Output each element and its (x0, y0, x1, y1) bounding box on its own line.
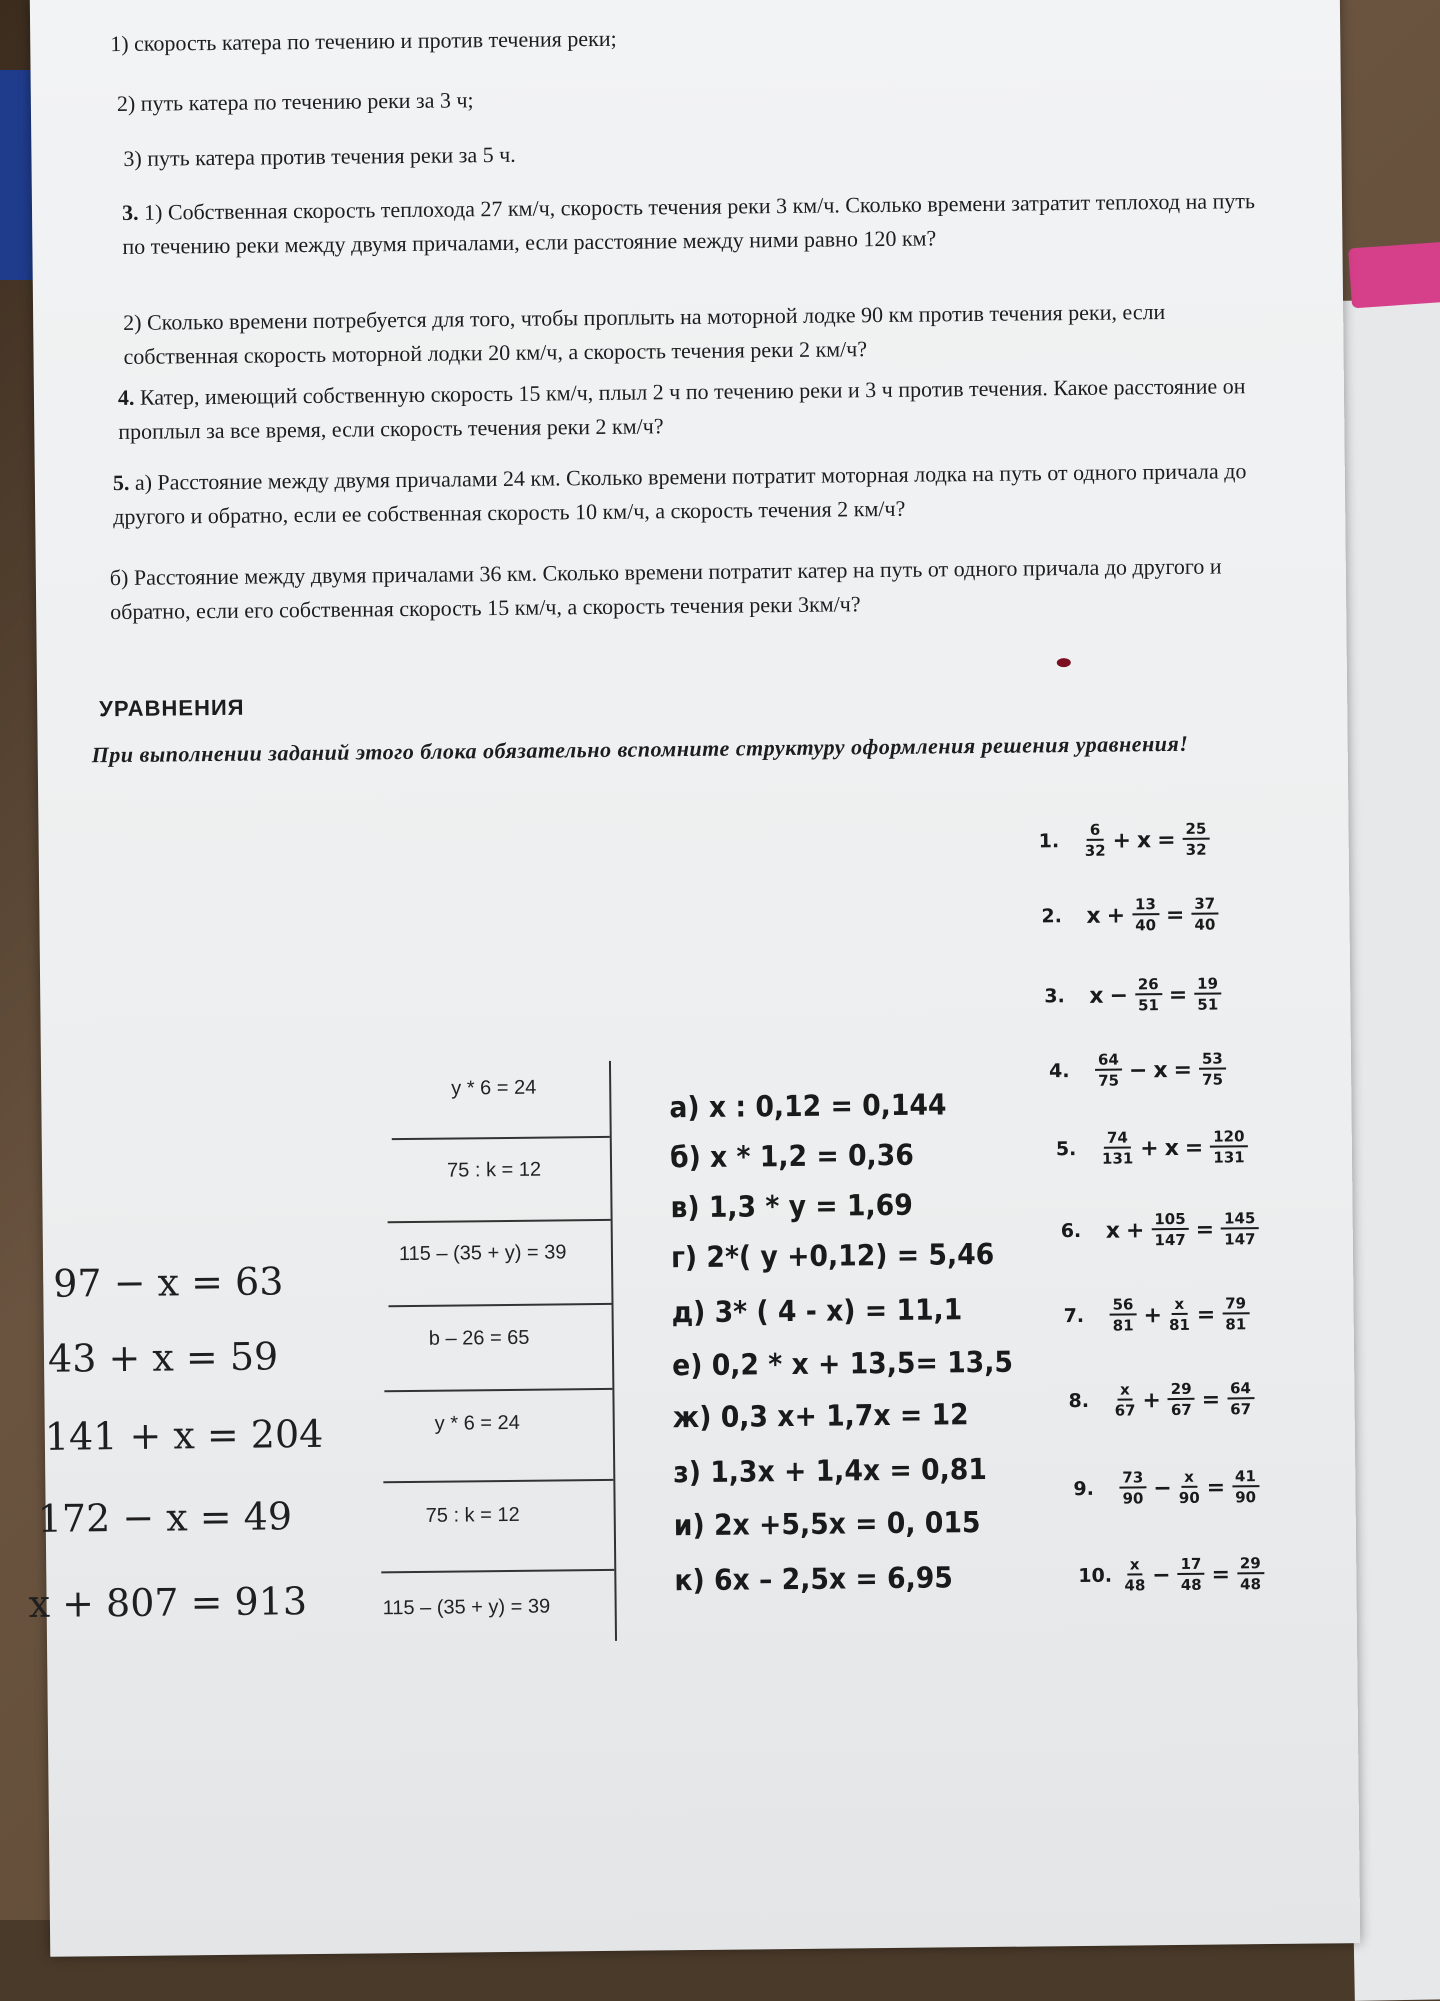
fraction (1135, 975, 1162, 1015)
decimal-equation: г) 2*( y +0,12) = 5,46 (670, 1236, 995, 1275)
fraction-equation (1056, 1127, 1252, 1169)
problem-4 (118, 369, 1269, 449)
fraction (1237, 1554, 1264, 1594)
fraction-equation (1073, 1467, 1263, 1509)
fraction (1210, 1127, 1248, 1167)
fraction-numerator: 26 (1135, 975, 1162, 995)
fraction-equation (1049, 1049, 1230, 1091)
fraction (1199, 1049, 1226, 1089)
fraction-numerator: x (1171, 1295, 1187, 1315)
fraction (1227, 1379, 1254, 1419)
fraction-numerator: 56 (1109, 1295, 1136, 1315)
operator: + (1142, 1387, 1161, 1413)
fraction (1132, 895, 1159, 935)
fraction-numerator: 145 (1221, 1209, 1259, 1229)
fraction-numerator: 120 (1210, 1127, 1248, 1147)
fraction-equation (1063, 1294, 1253, 1336)
equation-number: 7. (1063, 1304, 1085, 1328)
problem-3-number: 3. (121, 199, 139, 225)
equals-sign: = (1184, 1135, 1204, 1161)
fraction-numerator: 17 (1177, 1555, 1204, 1575)
variable: x (1086, 903, 1101, 929)
table-row-divider (384, 1388, 612, 1392)
table-equation: y * 6 = 24 (434, 1411, 520, 1435)
fraction-numerator: 79 (1222, 1294, 1249, 1314)
table-row-divider (388, 1303, 611, 1307)
fraction-denominator: 81 (1225, 1315, 1247, 1334)
fraction-equation (1078, 1554, 1268, 1596)
fraction-denominator: 75 (1098, 1071, 1120, 1090)
fraction (1169, 1295, 1190, 1335)
operator: + (1140, 1135, 1159, 1161)
fraction (1179, 1468, 1200, 1508)
fraction-denominator: 90 (1122, 1489, 1144, 1508)
operator: + (1143, 1302, 1163, 1328)
equation-number: 5. (1055, 1138, 1077, 1161)
problem-3-part-1 (122, 184, 1273, 264)
decimal-equation: а) x : 0,12 = 0,144 (669, 1087, 947, 1125)
variable: x (1105, 1218, 1121, 1244)
fraction (1232, 1467, 1259, 1507)
equation-number: 1. (1038, 830, 1060, 853)
fraction (1177, 1555, 1204, 1595)
big-equation: 172 − x = 49 (37, 1494, 293, 1541)
fraction-denominator: 75 (1202, 1070, 1224, 1089)
section-note: При выполнении заданий этого блока обязательно вспомните структуру оформления решения уравнения! (91, 730, 1189, 768)
table-row-divider (388, 1219, 611, 1223)
fraction-numerator: 105 (1151, 1210, 1189, 1230)
equals-sign: = (1211, 1561, 1231, 1588)
fraction-denominator: 67 (1230, 1400, 1252, 1419)
fraction-numerator: 29 (1168, 1380, 1195, 1400)
fraction-denominator: 90 (1178, 1488, 1200, 1507)
problem-4-number: 4. (117, 384, 135, 411)
problem-2-item-3: 3) путь катера против течения реки за 5 ч. (123, 141, 516, 171)
problem-3-part-1-text: 1) Собственная скорость теплохода 27 км/ч, скорость течения реки 3 км/ч. Сколько времени затратит теплоход на путь по течению реки между двумя причалами, если расстояние между ними равно 120 км? (122, 188, 1256, 259)
fraction-numerator: 6 (1087, 821, 1104, 841)
fraction-numerator: 53 (1199, 1049, 1226, 1069)
equation-number: 10. (1078, 1564, 1113, 1588)
fraction-denominator: 67 (1114, 1401, 1136, 1420)
fraction (1109, 1295, 1136, 1335)
decimal-equation: и) 2x +5,5x = 0, 015 (673, 1505, 981, 1543)
variable: x (1136, 827, 1152, 853)
equals-sign: = (1165, 902, 1185, 928)
table-row-divider (383, 1479, 613, 1483)
fraction (1119, 1468, 1146, 1508)
variable: x (1164, 1135, 1179, 1161)
fraction (1182, 820, 1209, 860)
section-title: УРАВНЕНИЯ (99, 694, 245, 722)
fraction-denominator: 81 (1168, 1315, 1191, 1335)
equation-number: 2. (1041, 905, 1063, 928)
fraction-numerator: 64 (1227, 1379, 1254, 1399)
fraction-numerator: 41 (1232, 1467, 1259, 1487)
variable: x (1153, 1057, 1168, 1083)
operator: + (1106, 902, 1126, 929)
worksheet-page (30, 0, 1360, 1957)
fraction-numerator: 74 (1104, 1128, 1131, 1148)
fraction-denominator: 51 (1137, 996, 1160, 1015)
fraction-equation (1044, 974, 1225, 1016)
fraction-denominator: 90 (1235, 1488, 1257, 1507)
fraction-denominator: 32 (1185, 840, 1207, 859)
fraction (1114, 1380, 1135, 1420)
variable: x (1089, 983, 1104, 1009)
equals-sign: = (1196, 1302, 1216, 1328)
fraction-denominator: 40 (1194, 915, 1216, 934)
table-row-divider (381, 1569, 614, 1573)
operator: + (1125, 1217, 1145, 1244)
fraction-denominator: 81 (1112, 1316, 1134, 1335)
big-equation: 97 − x = 63 (53, 1259, 284, 1306)
fraction-numerator: x (1181, 1468, 1197, 1488)
fraction-denominator: 40 (1135, 916, 1157, 935)
fraction-equation (1041, 894, 1222, 936)
fraction (1102, 1128, 1134, 1168)
red-ink-spot (1057, 658, 1071, 667)
fraction (1124, 1555, 1145, 1595)
fraction (1221, 1209, 1259, 1249)
equals-sign: = (1173, 1057, 1193, 1083)
decimal-equation: з) 1,3x + 1,4x = 0,81 (673, 1451, 988, 1490)
equation-number: 4. (1048, 1060, 1070, 1083)
equals-sign: = (1195, 1217, 1215, 1243)
table-right-border (609, 1061, 617, 1641)
fraction (1191, 895, 1218, 935)
fraction-equation (1061, 1209, 1263, 1251)
decimal-equation: б) x * 1,2 = 0,36 (669, 1137, 914, 1175)
fraction-denominator: 147 (1224, 1230, 1256, 1249)
decimal-equation: е) 0,2 * x + 13,5= 13,5 (671, 1344, 1014, 1383)
equation-number: 8. (1068, 1389, 1090, 1413)
equation-number: 6. (1060, 1219, 1082, 1243)
fraction-numerator: x (1127, 1555, 1143, 1575)
operator: + (1112, 827, 1132, 854)
fraction-numerator: 13 (1132, 895, 1159, 915)
fraction-denominator: 67 (1170, 1400, 1192, 1420)
big-equation: 43 + x = 59 (47, 1334, 279, 1381)
table-equation: y * 6 = 24 (451, 1076, 537, 1100)
equals-sign: = (1201, 1387, 1221, 1413)
problem-5b: б) Расстояние между двумя причалами 36 км. Сколько времени потратит катер на путь от одного причала до другого и обратно, если его собственная скорость 15 км/ч, а скорость течения реки 3км/ч? (109, 553, 1222, 625)
fraction-numerator: 73 (1119, 1468, 1146, 1488)
fraction (1095, 1051, 1122, 1091)
table-equation: 75 : k = 12 (446, 1158, 542, 1182)
equals-sign: = (1206, 1474, 1226, 1501)
fraction-equation (1038, 820, 1213, 862)
fraction (1084, 821, 1105, 861)
problem-2-item-2: 2) путь катера по течению реки за 3 ч; (116, 87, 474, 117)
fraction-denominator: 51 (1197, 995, 1219, 1014)
operator: − (1152, 1562, 1171, 1588)
table-equation: 115 – (35 + y) = 39 (382, 1595, 551, 1620)
problem-5-number: 5. (112, 469, 130, 496)
problem-2-item-1: 1) скорость катера по течению и против течения реки; (110, 25, 617, 57)
fraction (1222, 1294, 1249, 1334)
big-equation: 141 + x = 204 (44, 1411, 324, 1459)
table-equation: 115 – (35 + y) = 39 (398, 1241, 567, 1266)
fraction (1194, 974, 1221, 1014)
problem-3-part-2: 2) Сколько времени потребуется для того, чтобы проплыть на моторной лодке 90 км против течения реки, если собственная скорость моторной лодки 20 км/ч, а скорость течения реки 2 км/ч? (123, 299, 1166, 369)
big-equation: x + 807 = 913 (28, 1579, 308, 1627)
fraction-denominator: 147 (1154, 1230, 1186, 1250)
fraction-denominator: 48 (1180, 1575, 1202, 1594)
operator: − (1128, 1057, 1148, 1083)
fraction (1168, 1380, 1195, 1420)
fraction-numerator: 29 (1237, 1554, 1264, 1574)
fraction (1151, 1210, 1189, 1250)
pink-sticky-tab (1348, 242, 1440, 309)
table-equation: 75 : k = 12 (425, 1503, 520, 1527)
problem-5a (113, 454, 1264, 534)
fraction-denominator: 131 (1101, 1149, 1134, 1168)
decimal-equation: ж) 0,3 x+ 1,7x = 12 (672, 1397, 969, 1435)
fraction-numerator: 64 (1095, 1051, 1122, 1071)
operator: − (1109, 982, 1129, 1009)
table-equation: b – 26 = 65 (428, 1326, 530, 1350)
equals-sign: = (1157, 827, 1176, 853)
decimal-equation: в) 1,3 * y = 1,69 (670, 1187, 913, 1225)
decimal-equation: д) 3* ( 4 - x) = 11,1 (671, 1292, 963, 1330)
equation-number: 3. (1044, 985, 1065, 1008)
problem-5a-text: а) Расстояние между двумя причалами 24 км. Сколько времени потратит моторная лодка на путь от одного причала до другого и обратно, если ее собственная скорость 10 км/ч, а скорость течения 2 км/ч? (113, 458, 1247, 530)
fraction-denominator: 48 (1239, 1575, 1262, 1594)
operator: − (1153, 1475, 1172, 1501)
table-row-divider (392, 1136, 610, 1140)
decimal-equation: к) 6x – 2,5x = 6,95 (674, 1560, 954, 1598)
equation-number: 9. (1073, 1477, 1095, 1501)
fraction-equation (1068, 1379, 1258, 1421)
fraction-numerator: 19 (1194, 974, 1221, 994)
fraction-denominator: 48 (1124, 1576, 1146, 1595)
fraction-numerator: x (1117, 1380, 1133, 1400)
equals-sign: = (1168, 982, 1188, 1008)
problem-4-text: Катер, имеющий собственную скорость 15 км/ч, плыл 2 ч по течению реки и 3 ч против течения. Какое расстояние он проплыл за все время, если скорость течения реки 2 км/ч? (118, 373, 1246, 445)
fraction-denominator: 32 (1084, 841, 1106, 860)
fraction-denominator: 131 (1213, 1148, 1245, 1167)
fraction-numerator: 25 (1182, 820, 1209, 840)
fraction-numerator: 37 (1191, 895, 1218, 915)
